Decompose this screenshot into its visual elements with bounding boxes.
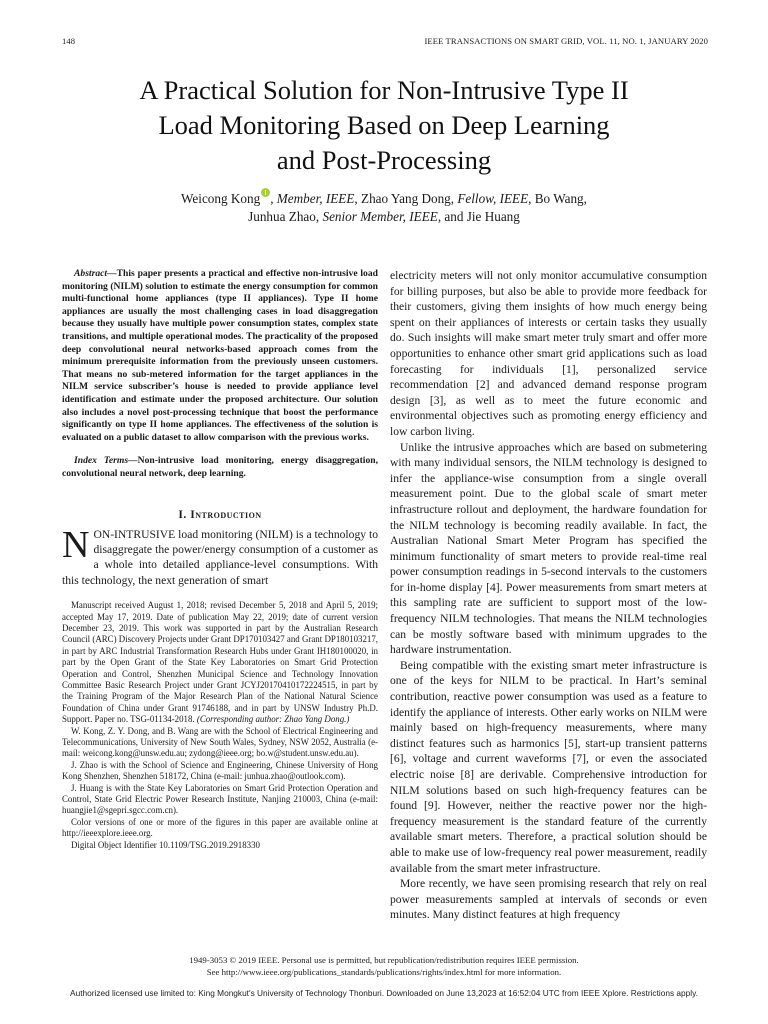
title-line-2: Load Monitoring Based on Deep Learning <box>158 110 610 140</box>
drop-cap: N <box>62 523 90 566</box>
index-terms-label: Index Terms— <box>74 455 138 467</box>
abstract-label: Abstract— <box>74 268 117 279</box>
author-name: Zhao Yang Dong <box>361 191 451 206</box>
footnote-color-figures: Color versions of one or more of the figures in this paper are available online at http://ieeexplore.ieee.org. <box>62 816 378 839</box>
title-line-1: A Practical Solution for Non-Intrusive Type II <box>139 75 629 105</box>
footnote-doi: Digital Object Identifier 10.1109/TSG.2019.2918330 <box>71 839 260 850</box>
footnote-affiliation-unsw: W. Kong, Z. Y. Dong, and B. Wang are with the School of Electrical Engineering and Telecommunications, University of New South Wales, Sydney, NSW 2052, Australia (e-mail: weicong.kong@unsw.edu.au; zydong@ieee.org; bo.w@student.unsw.edu.au). <box>62 725 378 759</box>
author-name: Junhua Zhao <box>248 209 316 224</box>
index-terms <box>62 455 378 480</box>
section-heading-introduction: I. Introduction <box>178 507 262 521</box>
left-column <box>62 268 378 851</box>
journal-header: IEEE TRANSACTIONS ON SMART GRID, VOL. 11, NO. 1, JANUARY 2020 <box>424 36 708 46</box>
copyright-line-2: See http://www.ieee.org/publications_standards/publications/rights/index.html for more information. <box>206 966 562 977</box>
author-name: Bo Wang <box>534 191 584 206</box>
index-terms-text: Non-intrusive load monitoring, energy disaggregation, convolutional neural network, deep learning. <box>62 455 378 479</box>
body-paragraph: Being compatible with the existing smart meter infrastructure is one of the keys for NILM to be practical. In Hart’s seminal contribution, reactive power consumption was used as a feature to identify the appliance of interests. Other early works on NILM were mainly based on high-frequency measurements, where many distinct features such as harmonics [5], start-up transient patterns [6], voltage and current waveforms [7], or even the associated electric noise [8] are derivable. Comprehensive introduction for NILM solutions based on such high-frequency features can be found [9]. However, neither the reactive power nor the high-frequency measurement is the standard feature of the currently available smart meters. Therefore, a practical solution should be able to make use of low-frequency real power measurement, readily available from the smart meter infrastructure. <box>390 658 707 875</box>
body-paragraph: electricity meters will not only monitor accumulative consumption for billing purposes, but also be able to provide more feedback for their customers, giving them insights of how much energy being spent on their appliances of interests or certain tasks they usually do. Such insights will make smart meter truly smart and offer more opportunities to enhance other smart grid applications such as load forecasting for individuals [1], personalized service recommendation [2] and advanced demand response program design [3], as well as to meet the future economic and environmental objectives such as promoting energy efficiency and low carbon living. <box>390 269 707 438</box>
page-number: 148 <box>62 36 76 46</box>
corresponding-author: (Corresponding author: Zhao Yang Dong.) <box>196 714 350 725</box>
copyright-notice <box>40 955 728 978</box>
intro-paragraph <box>62 523 378 589</box>
orcid-icon[interactable] <box>261 188 270 197</box>
author-role: Fellow, IEEE <box>457 191 529 206</box>
author-name: Weicong Kong <box>181 191 261 206</box>
footnote-affiliation-cuhk: J. Zhao is with the School of Science and Engineering, Chinese University of Hong Kong Shenzhen, Shenzhen 518172, China (e-mail: junhua.zhao@outlook.com). <box>62 759 378 782</box>
body-paragraph: More recently, we have seen promising research that rely on real power measurements sampled at intervals of seconds or even minutes. Many distinct features at high frequency <box>390 877 707 922</box>
author-name: Jie Huang <box>466 209 520 224</box>
intro-text: load monitoring (NILM) is a technology to disaggregate the power/energy consumption of a customer as a whole into detailed appliance-level consumptions. With this technology, the next generation of smart <box>62 527 378 587</box>
footnotes <box>62 600 378 851</box>
abstract-text: This paper presents a practical and effective non-intrusive load monitoring (NILM) solution to estimate the energy consumption for common multi-functional home appliances (type II appliances). Type II home appliances are usually the most challenging cases in load disaggregation because they usually have multiple power consumption states, complex state transitions, and multiple operational modes. The practicality of the proposed deep convolutional neural networks-based approach comes from the minimum prerequisite information from the previously unseen customers. That means no sub-metered information for the target appliances in the NILM service subscriber’s house is needed to provide appliance level identification and estimate under the proposed architecture. Our solution also includes a novel post-processing technique that boost the performance significantly on type II home appliances. The effectiveness of the solution is evaluated on a public dataset to allow comparison with the previous works. <box>62 268 378 443</box>
download-notice: Authorized licensed use limited to: King Mongkut's University of Technology Thonburi. Downloaded on June 13,2023 at 16:52:04 UTC from IEEE Xplore. Restrictions apply. <box>70 988 698 998</box>
right-column <box>390 268 707 923</box>
footnote-manuscript: Manuscript received August 1, 2018; revised December 5, 2018 and April 5, 2019; accepted May 17, 2019. Date of publication May 22, 2019; date of current version December 23, 2019. This work was supported in part by the Australian Research Council (ARC) Discovery Projects under Grant DP170103427 and Grant DP180103217, in part by ARC Industrial Transformation Research Hubs under Grant IH180100020, in part by the Open Grant of the State Key Laboratories on Smart Grid Protection Operation and Control, Shenzhen Municipal Science and Technology Innovation Committee Basic Research Project under Grant JCYJ20170410172224515, in part by the Training Program of the Major Research Plan of the National Natural Science Foundation of China under Grant 91746188, and in part by UNSW Industry Ph.D. Support. Paper no. TSG-01134-2018. (Corresponding author: Zhao Yang Dong.) <box>62 600 378 725</box>
footnote-affiliation-sgepri: J. Huang is with the State Key Laboratories on Smart Grid Protection Operation and Control, State Grid Electric Power Research Institute, Nanjing 210003, China (e-mail: huangjie1@sgepri.sgcc.com.cn). <box>62 782 378 816</box>
author-role: Member, IEEE <box>276 191 355 206</box>
title-line-3: and Post-Processing <box>276 145 492 175</box>
body-paragraph: Unlike the intrusive approaches which are based on submetering with many individual sensors, the NILM technology is designed to infer the appliance-wise consumption from a single overall measurement point. Due to the global scale of smart meter infrastructure rollout and deployment, the hardware foundation for the NILM technology is becoming readily available. In fact, the Australian National Smart Meter Program has specified the minimum functionality of smart meters to provide real-time real power consumption readings in 5-second intervals to the customers for in-home display [4]. Power measurements from smart meters at this sampling rate are sufficient to support most of the low-frequency NILM technologies. That means the NILM technologies can be mostly software based with minimum upgrades to the hardware instrumentation. <box>390 440 707 657</box>
paper-title <box>40 73 728 178</box>
author-role: Senior Member, IEEE <box>322 209 438 224</box>
abstract <box>62 268 378 444</box>
intro-caps: ON-INTRUSIVE <box>93 527 176 541</box>
copyright-line-1: 1949-3053 © 2019 IEEE. Personal use is permitted, but republication/redistribution requires IEEE permission. <box>189 955 579 965</box>
author-list: Weicong Kong , Member, IEEE, Zhao Yang Dong, Fellow, IEEE, Bo Wang, Junhua Zhao, Senior Member, IEEE, and Jie Huang <box>60 188 708 226</box>
